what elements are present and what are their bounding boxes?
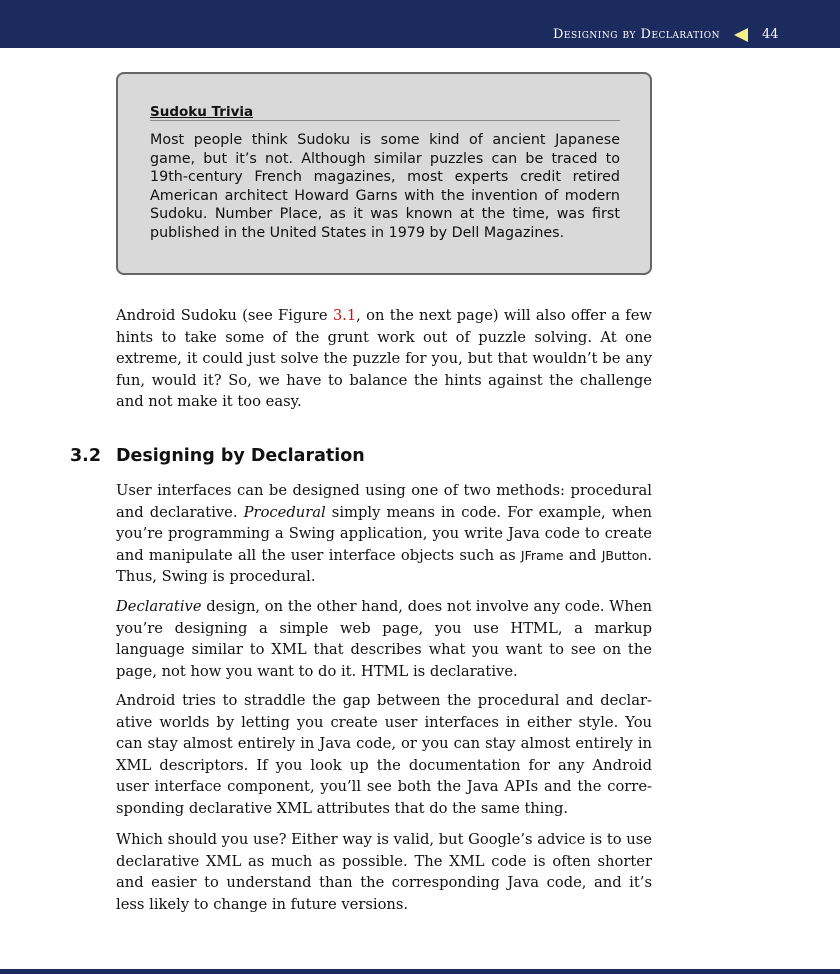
- paragraph-declarative: [116, 596, 652, 682]
- page-number: 44: [762, 27, 779, 42]
- p1-emphasis: Procedural: [243, 503, 326, 521]
- code-jframe: JFrame: [520, 547, 564, 563]
- intro-text-end: , on the next page) will also offer a few hints to take some of the grunt work out of puzzle solving. At one extreme, it could just solve the puzzle for you, but that wouldn’t be any fun, would it? So, we have to balance the hints against the challenge and not make it too easy.: [116, 307, 652, 411]
- p1-text-a: User interfaces can be designed using one of two methods: procedural and declarative.: [116, 482, 652, 521]
- running-header-title: Designing by Declaration: [552, 27, 720, 42]
- p2-emphasis: Declarative: [116, 598, 202, 615]
- p1-text-d: . Thus, Swing is procedural.: [116, 546, 652, 586]
- sidebar-body: Most people think Sudoku is some kind of ancient Japanese game, but it’s not. Although similar puzzles can be traced to 19th-century French magazines, most experts credit retired American architect Howard Garns with the invention of modern Sudoku. Number Place, as it was known at the time, was first published in the United States in 1979 by Dell Magazines.: [150, 132, 620, 241]
- p1-text-b: simply means in code. For example, when you’re programming a Swing application, you write Java code to create and manipulate all the user interface objects such as: [116, 503, 653, 564]
- p2-text: design, on the other hand, does not involve any code. When you’re designing a simple web page, you use HTML, a markup language similar to XML that describes what you want to see on the page, not how you want to do it. HTML is declarative.: [116, 598, 652, 680]
- section-number: 3.2: [70, 446, 102, 466]
- section-title: Designing by Declaration: [116, 446, 365, 466]
- paragraph-procedural: [116, 480, 652, 588]
- paragraph-android-styles: Android tries to straddle the gap between the procedural and declarative worlds by letting you create user interfaces in either style. You can stay almost entirely in Java code, or you can stay almost entirely in XML descriptors. If you look up the documentation for any Android user interface component, you’ll see both the Java APIs and the corresponding declarative XML attributes that do the same thing.: [116, 692, 652, 817]
- paragraph-recommendation: Which should you use? Either way is valid, but Google’s advice is to use declarative XML as much as possible. The XML code is often shorter and easier to understand than the corresponding Java code, and it’s less likely to change in future versions.: [116, 831, 652, 913]
- trivia-sidebar: [116, 72, 652, 275]
- figure-link[interactable]: 3.1: [332, 307, 357, 324]
- intro-paragraph: [116, 305, 652, 413]
- p1-text-c: and: [563, 546, 602, 564]
- sidebar-divider: [150, 120, 620, 121]
- footer-bar: [0, 969, 840, 974]
- sidebar-title: Sudoku Trivia: [150, 104, 254, 120]
- previous-page-arrow-icon[interactable]: [734, 28, 748, 42]
- intro-text-start: Android Sudoku (see Figure: [116, 307, 333, 324]
- code-jbutton: JButton: [601, 547, 648, 563]
